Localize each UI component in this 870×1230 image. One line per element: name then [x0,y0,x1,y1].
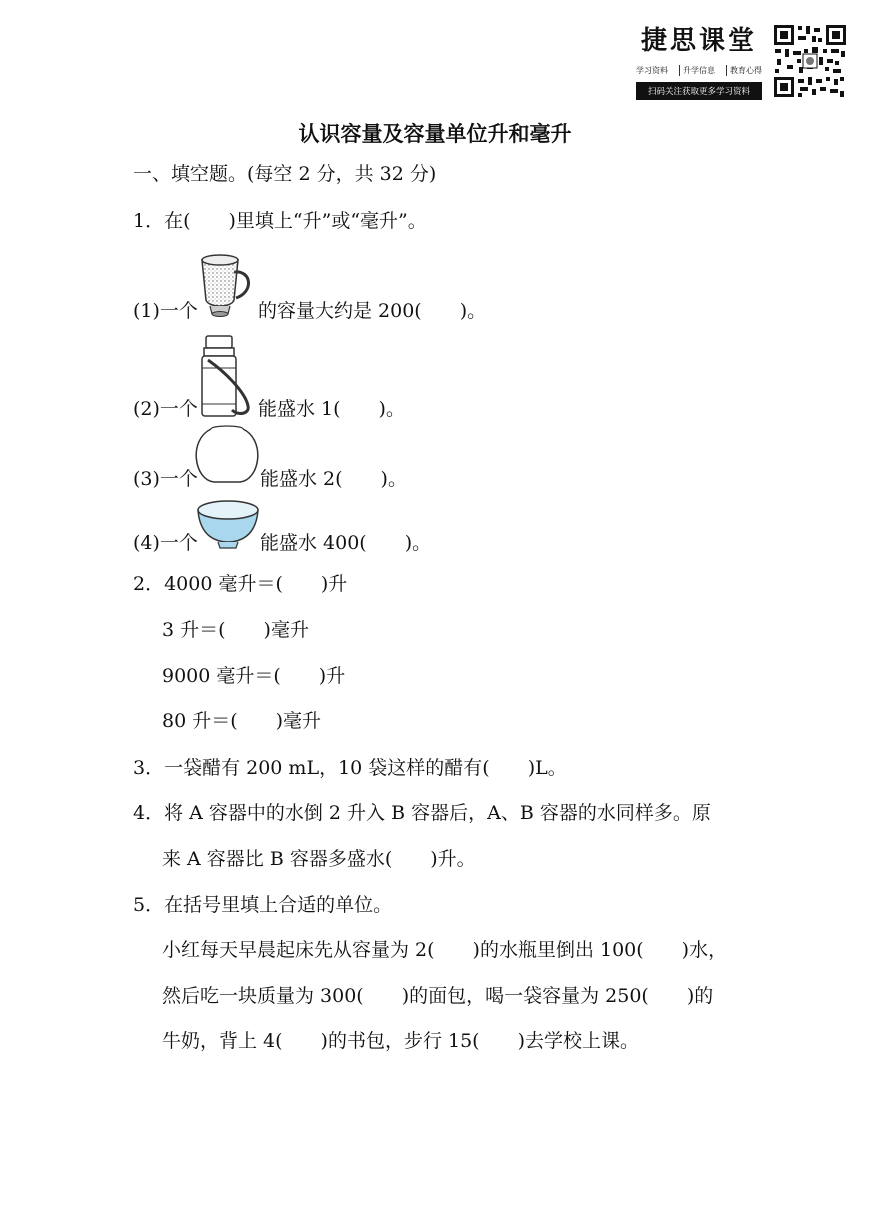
question-1-item-2-suffix: 能盛水 1( )。 [258,398,405,420]
question-1-item-1-prefix: (1)一个 [133,300,198,322]
question-4-line-1: 4．将 A 容器中的水倒 2 升入 B 容器后，A、B 容器的水同样多。原 [133,802,711,824]
question-5-line-2: 然后吃一块质量为 300( )的面包，喝一袋容量为 250( )的 [162,985,714,1007]
question-1-item-3-prefix: (3)一个 [133,468,198,490]
thermos-icon [198,334,258,420]
question-1-item-1-suffix: 的容量大约是 200( )。 [258,300,487,322]
question-5-line-3: 牛奶，背上 4( )的书包，步行 15( )去学校上课。 [162,1030,639,1052]
qr-code-icon[interactable] [773,24,847,98]
question-5-line-1: 小红每天早晨起床先从容量为 2( )的水瓶里倒出 100( )水， [162,939,728,961]
brand-block [636,20,762,100]
question-4-line-2: 来 A 容器比 B 容器多盛水( )升。 [162,848,476,870]
brand-tag: 升学信息 [679,65,715,76]
question-1-stem: 1．在( )里填上“升”或“毫升”。 [133,210,427,232]
question-2-line-4: 80 升＝( )毫升 [162,710,322,732]
brand-banner: 扫码关注获取更多学习资料 [636,82,762,100]
question-3: 3．一袋醋有 200 mL，10 袋这样的醋有( )L。 [133,757,567,779]
brand-tags [636,65,762,76]
question-1-item-3-suffix: 能盛水 2( )。 [260,468,407,490]
mug-icon [196,252,256,322]
page-title: 认识容量及容量单位升和毫升 [298,122,572,146]
brand-tag: 学习资料 [636,66,668,75]
question-1-item-2-prefix: (2)一个 [133,398,198,420]
question-1-item-4-suffix: 能盛水 400( )。 [260,532,432,554]
bowl-icon [196,498,260,550]
question-2-line-1: 2．4000 毫升＝( )升 [133,573,348,595]
section-heading: 一、填空题。(每空 2 分，共 32 分) [133,163,437,185]
question-2-line-2: 3 升＝( )毫升 [162,619,309,641]
brand-title: 捷思课堂 [640,26,757,56]
question-2-line-3: 9000 毫升＝( )升 [162,665,346,687]
fishbowl-icon [194,424,260,486]
question-5-stem: 5．在括号里填上合适的单位。 [133,894,393,916]
question-1-item-4-prefix: (4)一个 [133,532,198,554]
brand-tag: 教育心得 [726,65,762,76]
